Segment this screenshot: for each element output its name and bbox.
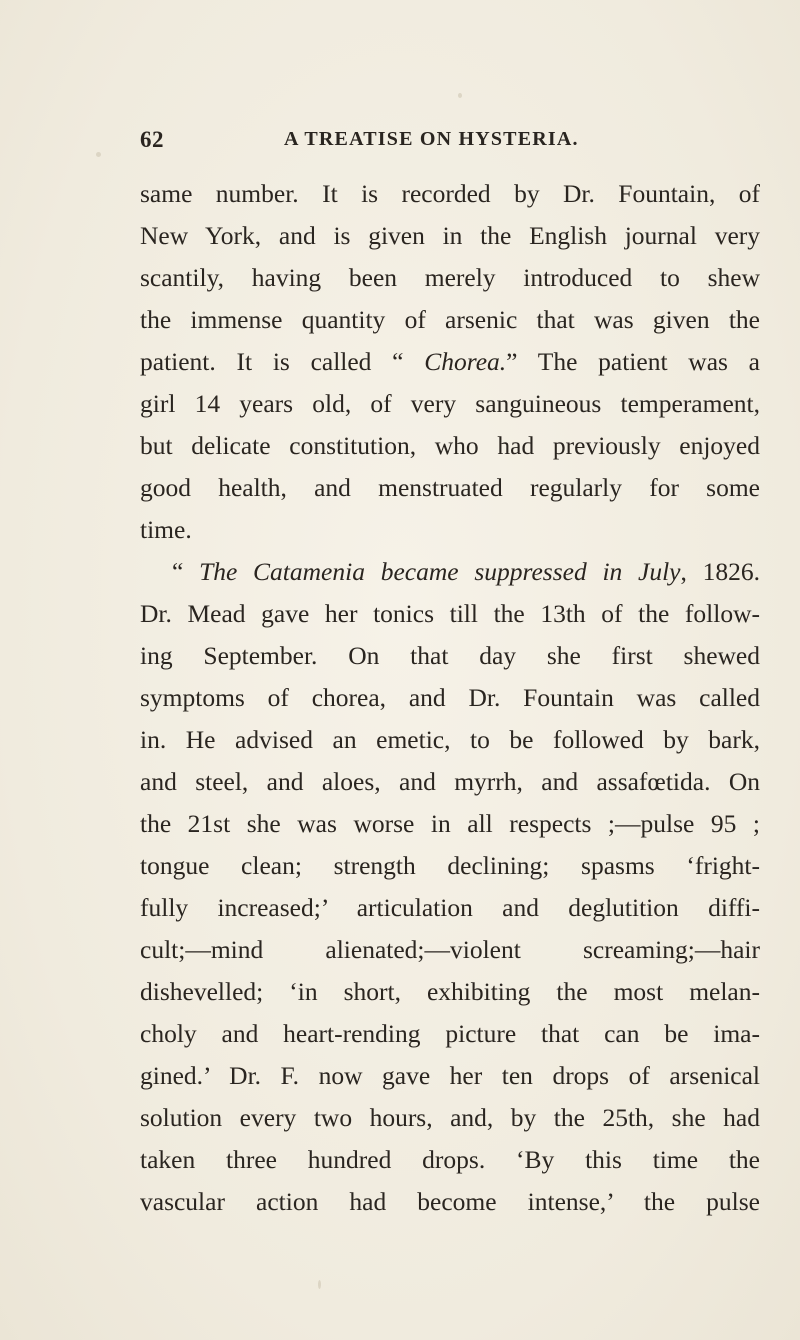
paper-speck [458, 93, 462, 98]
text-line: New York, and is given in the English journal very [140, 221, 760, 250]
text-line: dishevelled; ‘in short, exhibiting the most melan- [140, 977, 760, 1006]
text-line: Dr. Mead gave her tonics till the 13th of the follow- [140, 599, 760, 628]
text-line: symptoms of chorea, and Dr. Fountain was called [140, 683, 760, 712]
text-line: the immense quantity of arsenic that was given the [140, 305, 760, 334]
text-line: “ The Catamenia became suppressed in July, 1826. [172, 557, 760, 586]
italic-phrase: Chorea. [424, 347, 507, 376]
text-line: scantily, having been merely introduced to shew [140, 263, 760, 292]
text-line: the 21st she was worse in all respects ;—pulse 95 ; [140, 809, 760, 838]
running-header [140, 127, 740, 161]
text-line: good health, and menstruated regularly for some [140, 473, 760, 502]
text-line: taken three hundred drops. ‘By this time the [140, 1145, 760, 1174]
text-line: in. He advised an emetic, to be followed by bark, [140, 725, 760, 754]
text-line: ing September. On that day she first shewed [140, 641, 760, 670]
paper-speck [318, 1280, 321, 1289]
text-line: gined.’ Dr. F. now gave her ten drops of arsenical [140, 1061, 760, 1090]
text-line: girl 14 years old, of very sanguineous temperament, [140, 389, 760, 418]
text-line: same number. It is recorded by Dr. Fountain, of [140, 179, 760, 208]
text-line: fully increased;’ articulation and deglutition diffi- [140, 893, 760, 922]
running-title: A TREATISE ON HYSTERIA. [284, 128, 579, 150]
paper-speck [96, 152, 101, 157]
text-line: patient. It is called “ Chorea.” The patient was a [140, 347, 760, 376]
text-line: solution every two hours, and, by the 25th, she had [140, 1103, 760, 1132]
text-line: choly and heart-rending picture that can be ima- [140, 1019, 760, 1048]
text-line: but delicate constitution, who had previously enjoyed [140, 431, 760, 460]
italic-phrase: The Catamenia became suppressed in July [199, 557, 681, 586]
page-number: 62 [140, 127, 164, 152]
text-line: and steel, and aloes, and myrrh, and assafœtida. On [140, 767, 760, 796]
body-text [140, 173, 760, 1223]
text-line: cult;—mind alienated;—violent screaming;—hair [140, 935, 760, 964]
text-line: time. [140, 515, 192, 544]
text-line: vascular action had become intense,’ the pulse [140, 1187, 760, 1216]
text-line: tongue clean; strength declining; spasms ‘fright- [140, 851, 760, 880]
